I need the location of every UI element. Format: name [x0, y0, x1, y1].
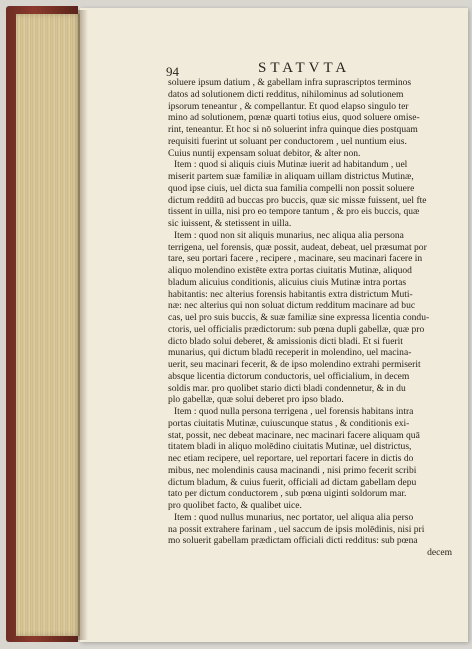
text-line: quod ipse ciuis, uel dicta sua familia compelli non possit soluere	[168, 182, 415, 194]
text-line: dictum bladum, & cuius fuerit, officiali ad dictam gabellam depu	[168, 476, 417, 488]
text-line: na possit extrahere farinam , uel saccum de ipsis molēdinis, nisi pri	[168, 523, 425, 535]
text-line: dicto blado solui deberet, & amissionis dicti bladi. Et si fuerit	[168, 335, 403, 347]
paragraph-start-line: Item : quod non sit aliquis munarius, nec aliqua alia persona	[174, 229, 404, 241]
text-line: requisiti fuerint ut soluant per conductorem , uel nuntium eius.	[168, 135, 407, 147]
text-line: Cuius nuntij expensam soluat debitor, & alter non.	[168, 147, 361, 159]
text-line: titatem bladi in aliquo molēdino ciuitatis Mutinæ, uel districtus,	[168, 441, 412, 453]
running-head: STATVTA	[258, 60, 351, 76]
page-edges	[16, 14, 80, 636]
text-line: terrigena, uel forensis, quæ possit, audeat, debeat, uel præsumat por	[168, 241, 427, 253]
catchword: decem	[427, 547, 452, 558]
text-line: absque licentia dictorum conductoris, uel officialium, in decem	[168, 370, 410, 382]
text-line: portas ciuitatis Mutinæ, cuiuscunque status , & conditionis exi-	[168, 417, 410, 429]
text-line: tare, seu portari facere , recipere , macinare, seu macinari facere in	[168, 253, 423, 265]
text-line: soldis mar. pro quolibet stario dicti bladi condennetur, & in du	[168, 382, 406, 394]
text-line: uerit, seu macinari fecerit, & de ipso molendino extrahi permiserit	[168, 359, 421, 370]
paragraph-start-line: Item : quod nulla persona terrigena , uel forensis habitans intra	[174, 406, 414, 417]
paragraph-start-line: Item : quod si aliquis ciuis Mutinæ iuerit ad habitandum , uel	[174, 159, 408, 171]
text-line: nec etiam recipere, uel reportare, uel reportari facere in dictis do	[168, 453, 414, 464]
text-line: dictum redditū ad buccas pro buccis, quæ sic missæ fuissent, uel fte	[168, 194, 427, 206]
text-line: cas, uel pro suis buccis, & suæ familiæ sine expressa licentia condu-	[168, 312, 430, 323]
text-line: habitantis: nec alterius forensis habitantis extra districtum Muti-	[168, 288, 413, 300]
folio-number: 94	[166, 64, 179, 79]
text-line: ctoris, uel officialis prædictorum: sub pœna dupli gabellæ, quæ pro	[168, 323, 425, 335]
text-line: mo soluerit gabellam prædictam officiali dicti redditus: sub pœna	[168, 535, 418, 547]
text-line: rint, teneantur. Et hoc si nō soluerint infra quinque dies postquam	[168, 124, 418, 135]
text-line: soluere ipsum datium , & gabellam infra suprascriptos terminos	[168, 77, 412, 88]
text-line: pro quolibet facto, & qualibet uice.	[168, 500, 302, 511]
page-header	[110, 50, 450, 80]
text-line: bladum alicuius conditionis, alicuius ciuis Mutinæ intra portas	[168, 276, 407, 288]
text-line: ipsorum teneantur , & compellantur. Et quod elapso singulo ter	[168, 100, 409, 112]
spine-shadow	[78, 10, 88, 640]
text-line: næ: nec alterius qui non soluat dictum redditum macinare ad buc	[168, 300, 416, 312]
text-line: datos ad solutionem dicti redditus, nihilominus ad solutionem	[168, 88, 404, 100]
text-line: mibus, nec molendinis causa macinandi , nisi primo fecerit scribi	[168, 464, 417, 476]
text-line: miserit partem suæ familiæ in aliquam uillam districtus Mutinæ,	[168, 171, 414, 182]
text-line: sic iuissent, & stetissent in uilla.	[168, 218, 292, 229]
text-line: aliquo molendino existēte extra portas ciuitatis Mutinæ, aliquod	[168, 265, 412, 276]
text-line: stat, possit, nec debeat macinare, nec macinari facere aliquam quā	[168, 429, 420, 441]
text-line: tissent in uilla, nisi pro eo tempore tantum , & pro eis buccis, quæ	[168, 206, 420, 218]
text-line: plo gabellæ, quæ solui deberet pro ipso blado.	[168, 394, 344, 406]
text-line: tato per dictum conductorem , sub pœna uiginti soldorum mar.	[168, 488, 407, 500]
paragraph-start-line: Item : quod nullus munarius, nec portator, uel aliqua alia perso	[174, 511, 414, 523]
body-text	[168, 77, 452, 559]
text-line: munarius, qui dictum bladū receperit in molendino, uel macina-	[168, 347, 412, 359]
text-line: mino ad solutionem, pœnæ quarti totius eius, quod soluere omise-	[168, 112, 420, 124]
